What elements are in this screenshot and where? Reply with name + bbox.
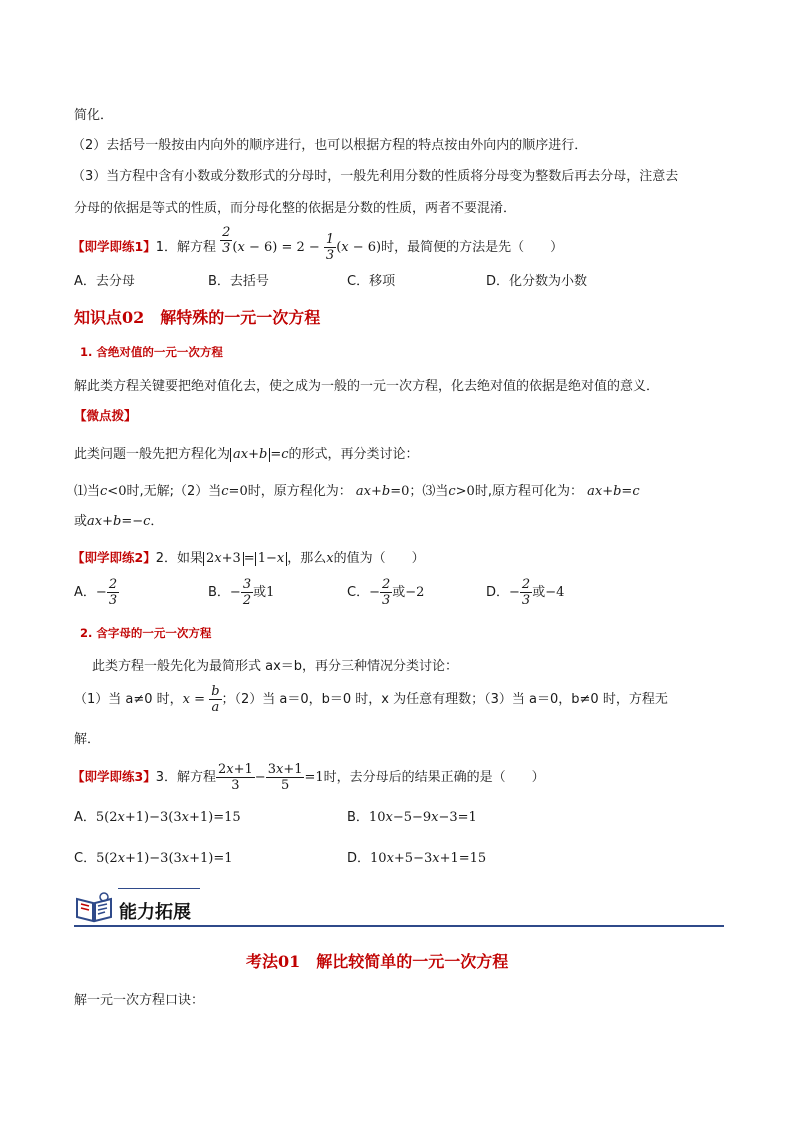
section-rule-top [118,888,200,889]
option-d: D．化分数为小数 [486,274,588,289]
exercise-tag: 【即学即练2】 [72,550,156,565]
fraction: $\frac{2x+1}{3}$ [217,762,253,793]
subheading-absolute-value: 1. 含绝对值的一元一次方程 [80,345,223,359]
option-c: C．− $\frac{2}{3}$ 或−2 [347,577,425,608]
option-d: D．10x+5−3x+1=15 [347,851,487,866]
subheading-letter-equation: 2. 含字母的一元一次方程 [80,626,212,640]
case-line: （1）当 a≠0 时，x = $\frac{b}{a}$ ；（2）当 a＝0，b＝0 时，x 为任意有理数；（3）当 a＝0，b≠0 时，方程无 [74,684,668,715]
fraction: $\frac{3}{2}$ [242,577,252,608]
exercise-3-stem: 【即学即练3】3．解方程 $\frac{2x+1}{3}$ − $\frac{3x+1}{5}$ =1时，去分母后的结果正确的是（ ） [72,762,545,793]
option-a: A．去分母 [74,274,135,289]
intro-point-2: （2）去括号一般按由内向外的顺序进行，也可以根据方程的特点按由外向内的顺序进行． [72,138,588,153]
exercise-1-stem: 【即学即练1】1．解方程 $\frac{2}{3}$ (x − 6) = 2 − $\frac{1}{3}$ (x − 6)时，最简便的方法是先（ ） [72,225,564,263]
fraction: $\frac{2}{3}$ [381,577,391,608]
fraction: $\frac{1}{3}$ [325,232,335,263]
option-b: B．10x−5−9x−3=1 [347,810,477,825]
section-heading: 知识点02 解特殊的一元一次方程 [74,308,321,327]
intro-simplify: 简化． [74,108,114,123]
method-heading: 考法01 解比较简单的一元一次方程 [246,952,509,971]
exercise-tag: 【即学即练3】 [72,769,156,784]
case-line-2: 或ax+b=−c． [74,514,164,529]
intro-point-3b: 分母的依据是等式的性质，而分母化整的依据是分数的性质，两者不要混淆． [74,201,517,216]
option-b: B．− $\frac{3}{2}$ 或1 [208,577,275,608]
option-c: C．5(2x+1)−3(3x+1)=1 [74,851,233,866]
fraction: $\frac{2}{3}$ [108,577,118,608]
tip-line: 此类问题一般先把方程化为 ax+b =c的形式，再分类讨论： [74,447,419,462]
paragraph: 解此类方程关键要把绝对值化去，使之成为一般的一元一次方程，化去绝对值的依据是绝对值的意义． [74,379,660,394]
section-rule [74,925,724,927]
paragraph: 此类方程一般先化为最简形式 ax＝b，再分三种情况分类讨论： [92,659,459,674]
option-d: D．− $\frac{2}{3}$ 或−4 [486,577,565,608]
exercise-tag: 【即学即练1】 [72,239,156,254]
section-title: 能力拓展 [119,902,191,923]
option-a: A．− $\frac{2}{3}$ [74,577,118,608]
exercise-2-stem: 【即学即练2】2．如果 2x+3 = 1−x ，那么x的值为（ ） [72,550,425,566]
case-line-end: 解． [74,732,101,747]
book-icon [74,891,114,923]
option-a: A．5(2x+1)−3(3x+1)=15 [74,810,241,825]
tip-tag: 【微点拨】 [74,408,137,423]
intro-point-3a: （3）当方程中含有小数或分数形式的分母时，一般先利用分数的性质将分母变为整数后再去分母，注意去 [72,169,679,184]
abs-expression: ax+b [230,448,270,462]
case-line: ⑴当c<0时,无解;（2）当c=0时，原方程化为： ax+b=0；⑶当c>0时,原方程可化为： ax+b=c [74,484,640,499]
fraction: $\frac{3x+1}{5}$ [267,762,303,793]
option-c: C．移项 [347,274,396,289]
option-b: B．去括号 [208,274,269,289]
paragraph: 解一元一次方程口诀： [74,993,205,1008]
fraction: $\frac{2}{3}$ [222,225,231,256]
fraction: $\frac{b}{a}$ [211,684,220,715]
fraction: $\frac{2}{3}$ [521,577,531,608]
